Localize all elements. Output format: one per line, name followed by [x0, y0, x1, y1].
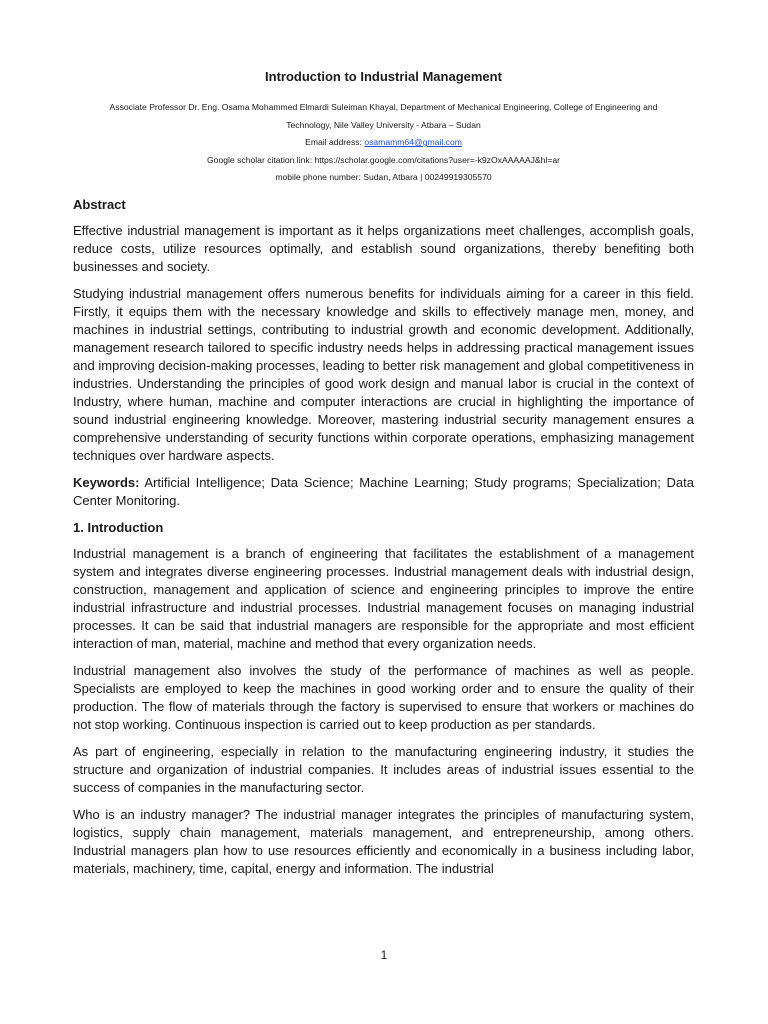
introduction-paragraph-4: Who is an industry manager? The industrial manager integrates the principles of manufacturing system, logistics, supply chain management, materials management, and entrepreneurship, among others. Industrial managers plan how to use resources efficiently and economically in a business including labor, materials, machinery, time, capital, energy and information. The industrial [73, 806, 694, 876]
author-affiliation-line-2: Technology, Nile Valley University - Atbara – Sudan [286, 119, 481, 130]
keywords-text: Artificial Intelligence; Data Science; Machine Learning; Study programs; Specialization; Data Center Monitoring. [73, 474, 694, 508]
introduction-heading: 1. Introduction [73, 519, 164, 535]
document-page [73, 68, 694, 887]
abstract-heading: Abstract [73, 196, 126, 212]
abstract-paragraph-2: Studying industrial management offers numerous benefits for individuals aiming for a career in this field. Firstly, it equips them with the necessary knowledge and skills to effectively manage men, money, and machines in industrial settings, contributing to industrial growth and economic development. Additionally, management research tailored to specific industry needs helps in addressing practical management issues and improving decision-making processes, leading to better risk management and global competitiveness in industries. Understanding the principles of good work design and manual labor is crucial in the context of Industry, where human, machine and computer interactions are crucial in highlighting the importance of sound industrial engineering knowledge. Moreover, mastering industrial security management ensures a comprehensive understanding of security functions within corporate operations, emphasizing management techniques over hardware aspects. [73, 285, 694, 463]
abstract-paragraph-1: Effective industrial management is important as it helps organizations meet challenges, accomplish goals, reduce costs, utilize resources optimally, and establish sound organizations, thereby benefiting both businesses and society. [73, 222, 694, 274]
author-affiliation-line-1: Associate Professor Dr. Eng. Osama Mohammed Elmardi Suleiman Khayal, Department of Mechanical Engineering, College of Engineering and [109, 102, 658, 112]
paper-title: Introduction to Industrial Management [265, 69, 502, 84]
page-number: 1 [380, 948, 388, 962]
email-line [73, 134, 694, 152]
keywords-line [73, 474, 694, 510]
email-link[interactable]: osamamm64@gmail.com [364, 137, 462, 147]
introduction-paragraph-3: As part of engineering, especially in relation to the manufacturing engineering industry, it studies the structure and organization of industrial companies. It includes areas of industrial issues essential to the success of companies in the manufacturing sector. [73, 743, 694, 795]
keywords-label: Keywords: [73, 474, 140, 490]
phone-line: mobile phone number: Sudan, Atbara | 00249919305570 [275, 172, 492, 182]
introduction-paragraph-1: Industrial management is a branch of engineering that facilitates the establishment of a management system and integrates diverse engineering processes. Industrial management deals with industrial design, construction, management and application of science and engineering principles to improve the entire industrial infrastructure and industrial processes. Industrial management focuses on managing industrial processes. It can be said that industrial managers are responsible for the appropriate and most efficient interaction of man, material, machine and method that every organization needs. [73, 545, 694, 651]
scholar-link: Google scholar citation link: https://scholar.google.com/citations?user=-k9zOxAAAAAJ&hl=ar [207, 154, 560, 165]
introduction-paragraph-2: Industrial management also involves the study of the performance of machines as well as people. Specialists are employed to keep the machines in good working order and to ensure the quality of their production. The flow of materials through the factory is supervised to ensure that workers or machines do not stop working. Continuous inspection is carried out to keep production as per standards. [73, 662, 694, 732]
email-label: Email address: [305, 137, 365, 147]
